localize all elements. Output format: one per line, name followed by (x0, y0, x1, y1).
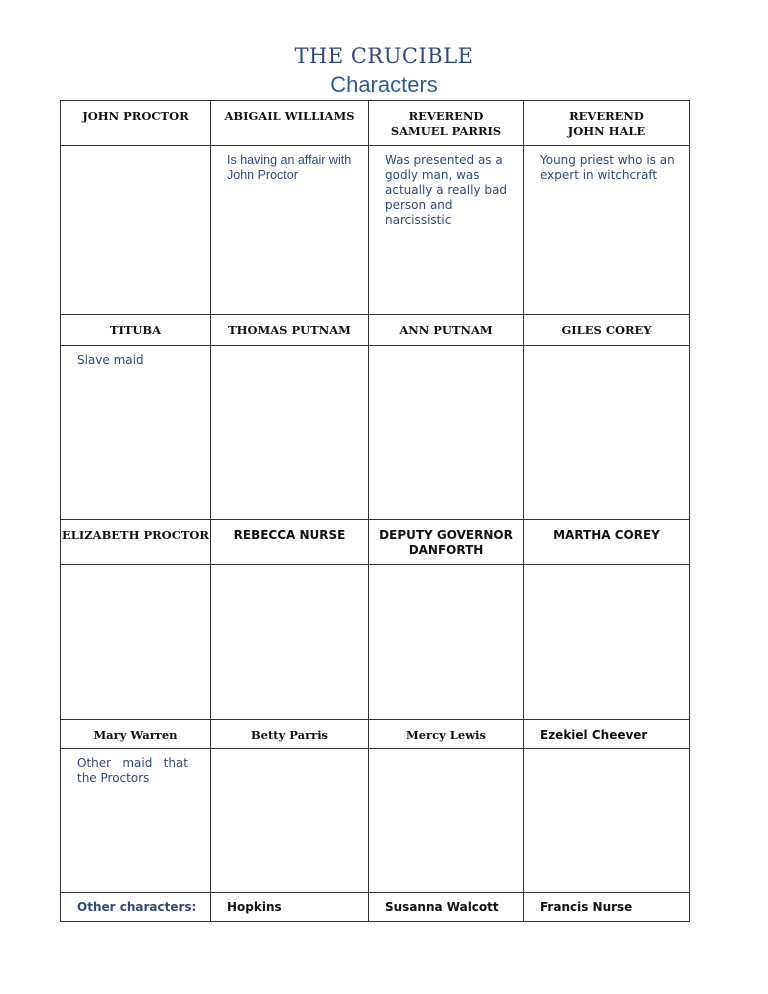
character-notes-cell[interactable]: Young priest who is an expert in witchcraft (524, 146, 690, 315)
character-notes-cell[interactable] (61, 146, 211, 315)
character-header (369, 520, 524, 565)
header-line: REVEREND JOHN HALE (567, 109, 646, 138)
header-row (61, 315, 690, 346)
header-row (61, 720, 690, 749)
character-header: JOHN PROCTOR (61, 101, 211, 146)
character-notes-cell[interactable] (61, 565, 211, 720)
character-notes-cell[interactable] (524, 346, 690, 520)
character-header: MARTHA COREY (524, 520, 690, 565)
character-header: ANN PUTNAM (369, 315, 524, 346)
character-notes-cell[interactable]: Slave maid (61, 346, 211, 520)
page-subtitle: Characters (330, 72, 438, 97)
character-header: Ezekiel Cheever (524, 720, 690, 749)
character-notes-cell[interactable] (211, 749, 369, 893)
other-character-name: Hopkins (211, 893, 369, 922)
character-notes-cell[interactable] (524, 565, 690, 720)
character-notes-cell[interactable]: Other maid that the Proctors (61, 749, 211, 893)
other-character-name: Susanna Walcott (369, 893, 524, 922)
character-header: Betty Parris (211, 720, 369, 749)
character-notes-cell[interactable] (369, 346, 524, 520)
character-notes-cell[interactable]: Is having an affair with John Proctor (211, 146, 369, 315)
notes-row (61, 346, 690, 520)
character-header: ABIGAIL WILLIAMS (211, 101, 369, 146)
character-header: GILES COREY (524, 315, 690, 346)
characters-table (60, 100, 690, 922)
notes-row (61, 749, 690, 893)
character-header: REBECCA NURSE (211, 520, 369, 565)
character-notes-cell[interactable] (211, 346, 369, 520)
other-characters-label: Other characters: (61, 893, 211, 922)
character-notes-cell[interactable] (369, 565, 524, 720)
other-character-name: Francis Nurse (524, 893, 690, 922)
character-header: TITUBA (61, 315, 211, 346)
character-header (369, 101, 524, 146)
header-line: DEPUTY GOVERNOR DANFORTH (379, 528, 513, 557)
character-notes-cell[interactable]: Was presented as a godly man, was actually a really bad person and narcissistic (369, 146, 524, 315)
character-header: THOMAS PUTNAM (211, 315, 369, 346)
notes-row (61, 565, 690, 720)
page-title: THE CRUCIBLE (294, 44, 474, 68)
character-notes-cell[interactable] (369, 749, 524, 893)
header-row (61, 520, 690, 565)
character-header: ELIZABETH PROCTOR (61, 520, 211, 565)
character-header: Mary Warren (61, 720, 211, 749)
character-header: Mercy Lewis (369, 720, 524, 749)
character-notes-cell[interactable] (211, 565, 369, 720)
header-line: REVEREND SAMUEL PARRIS (390, 109, 502, 138)
character-header (524, 101, 690, 146)
other-characters-row (61, 893, 690, 922)
notes-row (61, 146, 690, 315)
character-notes-cell[interactable] (524, 749, 690, 893)
header-row (61, 101, 690, 146)
